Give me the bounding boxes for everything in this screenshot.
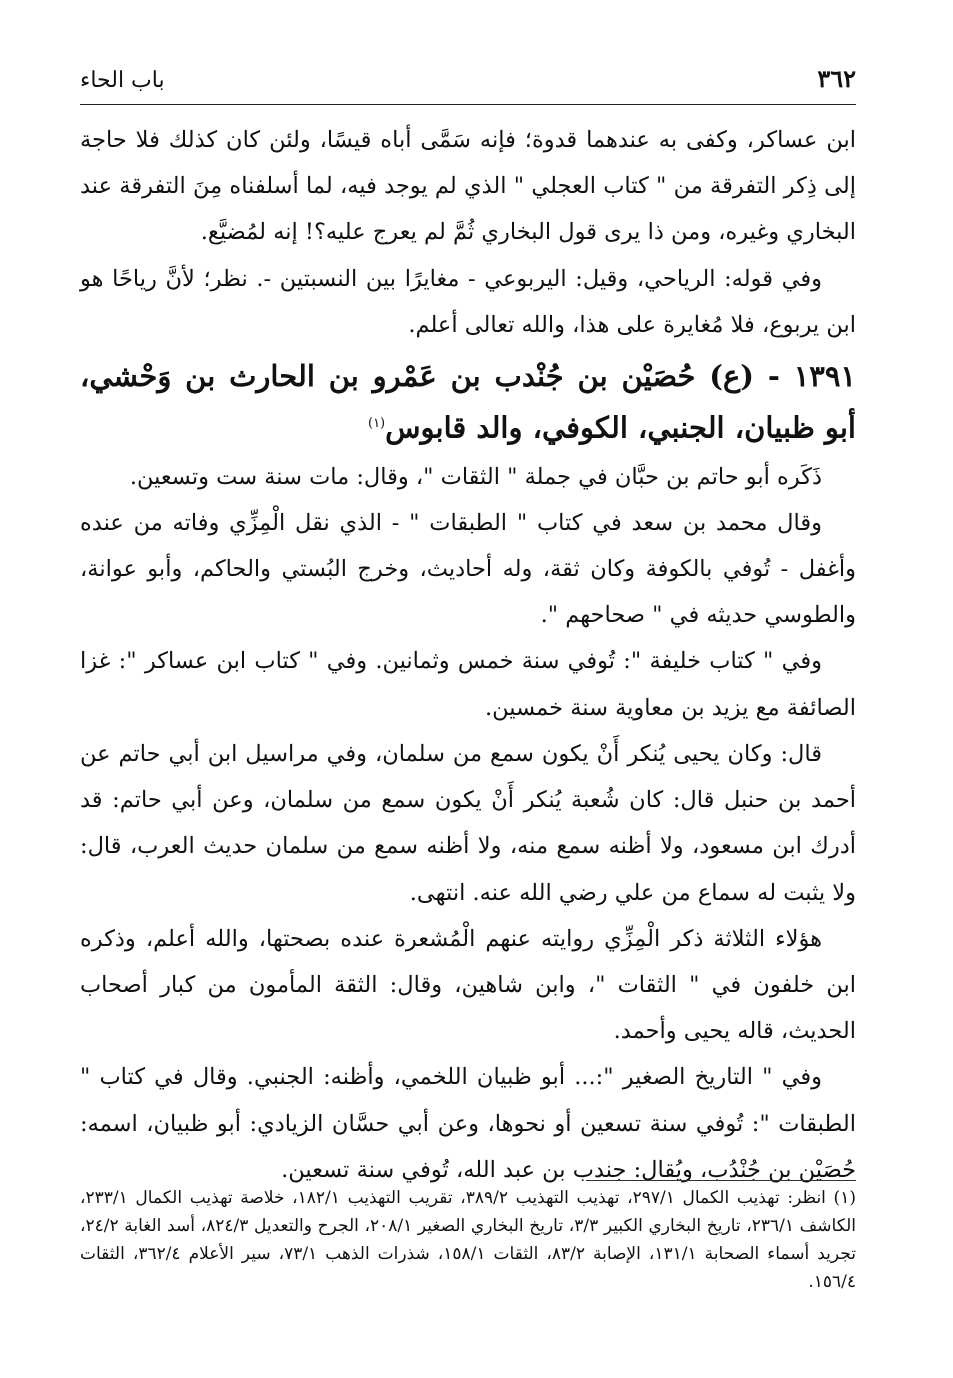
paragraph: وفي قوله: الرياحي، وقيل: اليربوعي - مغايرًا بين النسبتين -. نظر؛ لأنَّ رياحًا هو ابن يربوع، فلا مُغايرة على هذا، والله تعالى أعلم. — [80, 265, 856, 338]
paragraph: ذَكَره أبو حاتم بن حبَّان في جملة " الثقات "، وقال: مات سنة ست وتسعين. — [129, 463, 822, 490]
page-number: ٣٦٢ — [817, 64, 856, 93]
paragraph: هؤلاء الثلاثة ذكر الْمِزِّي روايته عنهم الْمُشعرة عنده بصحتها، والله أعلم، وذكره ابن خلفون في " الثقات "، وابن شاهين، وقال: الثقة المأمون من كبار أصحاب الحديث، قاله يحيى وأحمد. — [80, 925, 856, 1045]
paragraph: ابن عساكر، وكفى به عندهما قدوة؛ فإنه سَمَّى أباه قيسًا، ولئن كان كذلك فلا حاجة إلى ذِكر التفرقة من " كتاب العجلي " الذي لم يوجد فيه، لما أسلفناه مِنَ التفرقة عند البخاري وغيره، ومن ذا يرى قول البخاري ثُمَّ لم يعرج عليه؟! إنه لمُضيَّع. — [80, 127, 856, 246]
footnote-separator — [586, 1180, 856, 1181]
footnote-marker[interactable]: (١) — [367, 416, 386, 432]
footnote-text: (١) انظر: تهذيب الكمال ٢٩٧/١، تهذيب التهذيب ٣٨٩/٢، تقريب التهذيب ١٨٢/١، خلاصة تهذيب الكمال ٢٣٣/١، الكاشف ٢٣٦/١، تاريخ البخاري الكبير ٣/٣، تاريخ البخاري الصغير ٢٠٨/١، الجرح والتعديل ٨٢٤/٣، أسد الغابة ٢٤/٢، تجريد أسماء الصحابة ١٣١/١، الإصابة ٨٣/٢، الثقات ١٥٨/١، شذرات الذهب ٧٣/١، سير الأعلام ٣٦٢/٤، الثقات ١٥٦/٤. — [80, 1188, 856, 1292]
page-header — [80, 64, 856, 105]
paragraph: وفي " كتاب خليفة ": تُوفي سنة خمس وثمانين. وفي " كتاب ابن عساكر ": غزا الصائفة مع يزيد بن معاوية سنة خمسين. — [80, 648, 856, 721]
paragraph: وقال محمد بن سعد في كتاب " الطبقات " - الذي نقل الْمِزِّي وفاته من عنده وأغفل - تُوفي بالكوفة وكان ثقة، وله أحاديث، وخرج البُستي والحاكم، وأبو عوانة، والطوسي حديثه في " صحاحهم ". — [80, 509, 856, 629]
biography-entry-heading — [80, 352, 856, 452]
page-body — [80, 117, 856, 1193]
paragraph: وفي " التاريخ الصغير ":... أبو ظبيان اللخمي، وأظنه: الجنبي. وقال في كتاب " الطبقات ": تُوفي سنة تسعين أو نحوها، وعن أبي حسَّان الزيادي: أبو ظبيان، اسمه: حُصَيْن بن جُنْدُب، ويُقال: جندب بن عبد الله، تُوفي سنة تسعين. — [80, 1064, 856, 1183]
chapter-title: باب الحاء — [80, 68, 165, 93]
book-page — [80, 64, 856, 1193]
paragraph: قال: وكان يحيى يُنكر أَنْ يكون سمع من سلمان، وفي مراسيل ابن أبي حاتم عن أحمد بن حنبل قال: كان شُعبة يُنكر أَنْ يكون سمع من سلمان، وعن أبي حاتم: قد أدرك ابن مسعود، ولا أظنه سمع منه، ولا أظنه سمع من سلمان حديث العرب، قال: ولا يثبت له سماع من علي رضي الله عنه. انتهى. — [80, 740, 856, 906]
entry-heading-text: ١٣٩١ - (ع) حُصَيْن بن جُنْدب بن عَمْرو بن الحارث بن وَحْشي، أبو ظبيان، الجنبي، الكوفي، والد قابوس — [80, 359, 856, 445]
